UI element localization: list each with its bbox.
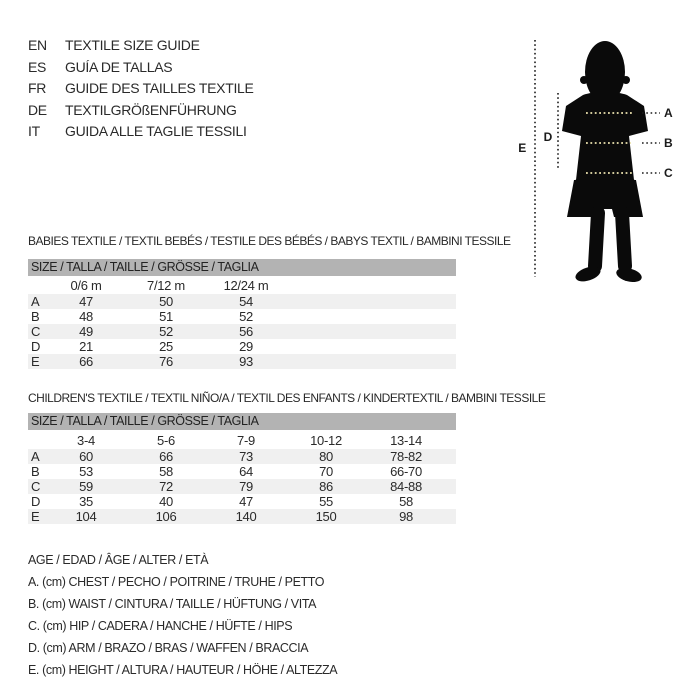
cell-value: 58 (399, 494, 413, 509)
measurement-legend (28, 549, 337, 681)
measure-label-b: B (664, 136, 673, 150)
column-header: 10-12 (310, 432, 342, 448)
cell-value: 60 (79, 449, 93, 464)
lang-code: ES (28, 58, 47, 75)
row-label: D (31, 339, 41, 354)
cell-value: 93 (239, 354, 253, 369)
lang-title: TEXTILE SIZE GUIDE (65, 37, 200, 53)
cell-value: 47 (239, 494, 253, 509)
cell-value: 52 (159, 324, 173, 339)
lang-code: IT (28, 123, 40, 140)
cell-value: 55 (319, 494, 333, 509)
cell-value: 78-82 (390, 449, 422, 464)
cell-value: 47 (79, 294, 93, 309)
table-row (28, 494, 456, 509)
cell-value: 53 (79, 464, 93, 479)
row-label: B (31, 464, 40, 479)
cell-value: 106 (155, 509, 177, 524)
cell-value: 66 (79, 354, 93, 369)
legend-item-waist: B. (cm) WAIST / CINTURA / TAILLE / HÜFTUNG / VITA (28, 597, 317, 611)
cell-value: 104 (75, 509, 97, 524)
children-size-header-bar: SIZE / TALLA / TAILLE / GRÖSSE / TAGLIA (28, 413, 456, 430)
table-row (28, 324, 456, 339)
column-header: 12/24 m (223, 277, 269, 293)
legend-age-line: AGE / EDAD / ÂGE / ALTER / ETÀ (28, 553, 209, 567)
table-row (28, 294, 456, 309)
babies-table-title: BABIES TEXTILE / TEXTIL BEBÉS / TESTILE DES BÉBÉS / BABYS TEXTIL / BAMBINI TESSILE (28, 234, 511, 248)
measure-label-e: E (518, 141, 526, 155)
lang-title: TEXTILGRÖßENFÜHRUNG (65, 101, 237, 118)
children-table-title: CHILDREN'S TEXTILE / TEXTIL NIÑO/A / TEXTIL DES ENFANTS / KINDERTEXTIL / BAMBINI TESSILE (28, 391, 546, 405)
child-silhouette (562, 41, 648, 284)
lang-row-fr (28, 78, 254, 100)
row-label: B (31, 309, 40, 324)
lang-row-it (28, 121, 254, 143)
column-header: 13-14 (390, 432, 422, 448)
table-row (28, 479, 456, 494)
row-label: E (31, 509, 40, 524)
language-header (28, 35, 254, 143)
column-header: 7/12 m (147, 277, 185, 293)
table-row (28, 354, 456, 369)
right-leg (622, 213, 625, 266)
cell-value: 25 (159, 339, 173, 354)
cell-value: 66-70 (390, 464, 422, 479)
lang-title: GUÍA DE TALLAS (65, 58, 173, 75)
lang-code: EN (28, 37, 47, 53)
cell-value: 66 (159, 449, 173, 464)
cell-value: 150 (315, 509, 337, 524)
column-header: 7-9 (237, 432, 255, 448)
lang-row-en (28, 35, 254, 57)
children-size-table (28, 431, 456, 524)
measure-label-a: A (664, 106, 673, 120)
lang-row-es (28, 57, 254, 79)
child-silhouette-figure (500, 20, 695, 292)
cell-value: 98 (399, 509, 413, 524)
cell-value: 64 (239, 464, 253, 479)
row-label: A (31, 294, 40, 309)
lang-title: GUIDA ALLE TAGLIE TESSILI (65, 123, 247, 140)
cell-value: 73 (239, 449, 253, 464)
table-row (28, 449, 456, 464)
cell-value: 72 (159, 479, 173, 494)
legend-item-height: E. (cm) HEIGHT / ALTURA / HAUTEUR / HÖHE / ALTEZZA (28, 663, 338, 677)
shorts (567, 180, 643, 217)
cell-value: 29 (239, 339, 253, 354)
cell-value: 54 (239, 294, 253, 309)
lang-title: GUIDE DES TAILLES TEXTILE (65, 80, 254, 97)
t-shirt (562, 92, 648, 180)
cell-value: 51 (159, 309, 173, 324)
lang-row-de (28, 100, 254, 122)
cell-value: 58 (159, 464, 173, 479)
lang-code: DE (28, 101, 47, 118)
lang-code: FR (28, 80, 47, 97)
cell-value: 56 (239, 324, 253, 339)
measure-label-d: D (543, 130, 552, 144)
cell-value: 86 (319, 479, 333, 494)
cell-value: 79 (239, 479, 253, 494)
row-label: C (31, 324, 41, 339)
left-leg (595, 213, 598, 266)
cell-value: 59 (79, 479, 93, 494)
legend-item-chest: A. (cm) CHEST / PECHO / POITRINE / TRUHE / PETTO (28, 575, 325, 589)
row-label: D (31, 494, 41, 509)
row-label: C (31, 479, 41, 494)
cell-value: 49 (79, 324, 93, 339)
cell-value: 80 (319, 449, 333, 464)
cell-value: 76 (159, 354, 173, 369)
table-row (28, 309, 456, 324)
cell-value: 50 (159, 294, 173, 309)
column-header: 0/6 m (70, 277, 102, 293)
column-header-row (28, 276, 456, 294)
right-ear (622, 76, 630, 84)
cell-value: 140 (235, 509, 257, 524)
babies-size-table (28, 276, 456, 369)
column-header: 5-6 (157, 432, 175, 448)
cell-value: 21 (79, 339, 93, 354)
column-header: 3-4 (77, 432, 95, 448)
cell-value: 48 (79, 309, 93, 324)
legend-item-hip: C. (cm) HIP / CADERA / HANCHE / HÜFTE / HIPS (28, 619, 293, 633)
table-row (28, 339, 456, 354)
babies-size-header-bar: SIZE / TALLA / TAILLE / GRÖSSE / TAGLIA (28, 259, 456, 276)
column-header-row (28, 431, 456, 449)
legend-item-arm: D. (cm) ARM / BRAZO / BRAS / WAFFEN / BRACCIA (28, 641, 309, 655)
cell-value: 52 (239, 309, 253, 324)
row-label: E (31, 354, 40, 369)
table-row (28, 464, 456, 479)
cell-value: 40 (159, 494, 173, 509)
cell-value: 70 (319, 464, 333, 479)
row-label: A (31, 449, 40, 464)
cell-value: 35 (79, 494, 93, 509)
left-ear (580, 76, 588, 84)
table-row (28, 509, 456, 524)
cell-value: 84-88 (390, 479, 422, 494)
measure-label-c: C (664, 166, 673, 180)
